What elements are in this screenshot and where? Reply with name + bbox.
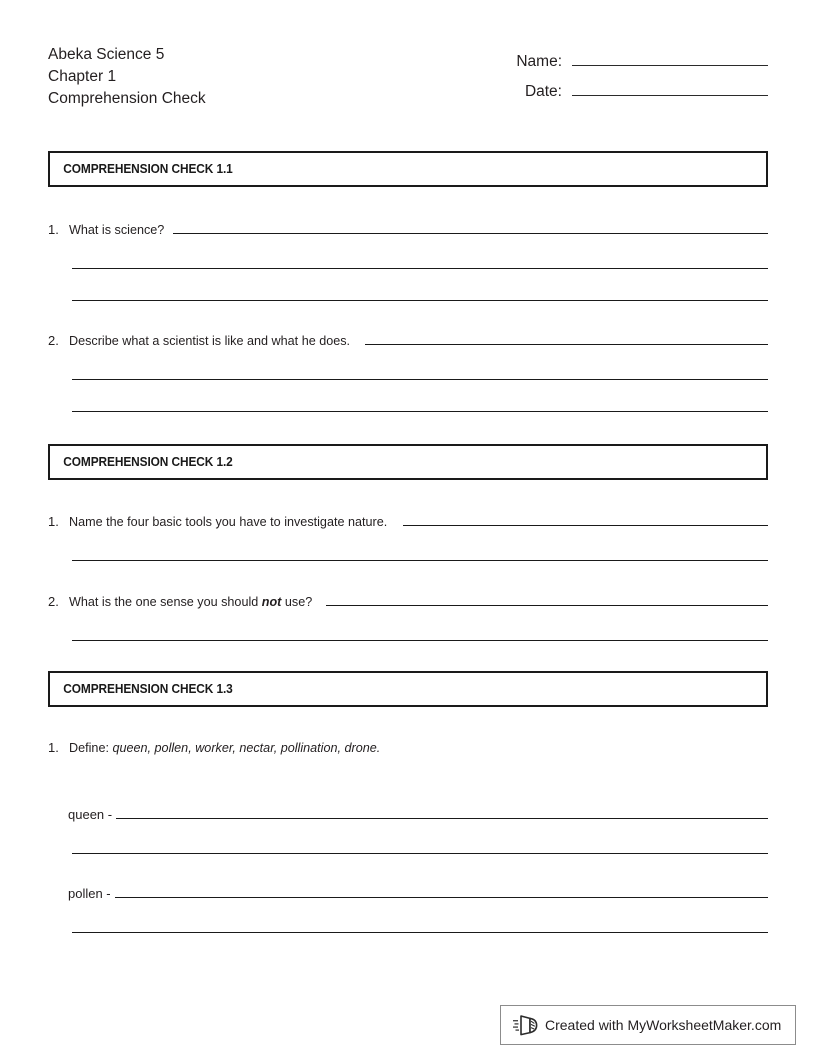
answer-line[interactable] bbox=[72, 853, 768, 854]
answer-line[interactable] bbox=[115, 883, 768, 898]
question-head bbox=[48, 591, 768, 611]
answer-line[interactable] bbox=[72, 560, 768, 561]
answer-line[interactable] bbox=[326, 591, 768, 606]
question-number: 2. bbox=[48, 333, 59, 348]
question-text-before: What is the one sense you should bbox=[69, 594, 262, 609]
worksheet-maker-logo-icon bbox=[513, 1013, 539, 1037]
answer-line[interactable] bbox=[116, 804, 768, 819]
question-number: 2. bbox=[48, 594, 59, 609]
question-text bbox=[69, 739, 380, 757]
worksheet-maker-badge[interactable] bbox=[500, 1005, 796, 1045]
title-line-subtitle: Comprehension Check bbox=[48, 90, 206, 107]
define-word-list: queen, pollen, worker, nectar, pollination, drone. bbox=[112, 740, 381, 755]
question-head bbox=[48, 739, 768, 757]
answer-line[interactable] bbox=[72, 932, 768, 933]
question-text: Describe what a scientist is like and what he does. bbox=[69, 333, 351, 348]
question-1-2-1 bbox=[48, 511, 768, 531]
answer-line[interactable] bbox=[72, 379, 768, 380]
term-row-pollen bbox=[68, 883, 768, 903]
question-emphasis: not bbox=[261, 594, 282, 609]
question-text: What is science? bbox=[69, 222, 165, 237]
question-head bbox=[48, 219, 768, 239]
date-label: Date: bbox=[524, 83, 562, 100]
section-title: COMPREHENSION CHECK 1.2 bbox=[63, 455, 233, 469]
section-title: COMPREHENSION CHECK 1.3 bbox=[63, 682, 233, 696]
section-title: COMPREHENSION CHECK 1.1 bbox=[63, 162, 233, 176]
answer-line[interactable] bbox=[72, 640, 768, 641]
section-header-1-3 bbox=[48, 671, 768, 707]
title-line-course: Abeka Science 5 bbox=[48, 46, 165, 63]
question-number: 1. bbox=[48, 740, 59, 755]
name-label: Name: bbox=[516, 53, 562, 70]
date-row bbox=[478, 78, 768, 108]
answer-line[interactable] bbox=[173, 219, 768, 234]
worksheet-title bbox=[48, 44, 206, 110]
badge-text: Created with MyWorksheetMaker.com bbox=[545, 1017, 782, 1033]
student-info-block bbox=[478, 44, 768, 108]
answer-line[interactable] bbox=[72, 268, 768, 269]
section-header-1-2 bbox=[48, 444, 768, 480]
answer-line[interactable] bbox=[72, 411, 768, 412]
define-prefix: Define: bbox=[69, 740, 113, 755]
question-head bbox=[48, 511, 768, 531]
page-header bbox=[48, 44, 768, 110]
question-text-after: use? bbox=[281, 594, 313, 609]
term-label: pollen - bbox=[68, 886, 111, 901]
term-label: queen - bbox=[68, 807, 113, 822]
answer-line[interactable] bbox=[72, 300, 768, 301]
answer-line[interactable] bbox=[403, 511, 768, 526]
question-number: 1. bbox=[48, 514, 59, 529]
question-head bbox=[48, 330, 768, 350]
question-1-1-2 bbox=[48, 330, 768, 350]
answer-line[interactable] bbox=[365, 330, 768, 345]
date-input[interactable] bbox=[572, 78, 768, 96]
name-row bbox=[478, 48, 768, 78]
title-line-chapter: Chapter 1 bbox=[48, 68, 117, 85]
question-text: Name the four basic tools you have to investigate nature. bbox=[69, 514, 388, 529]
question-1-2-2 bbox=[48, 591, 768, 611]
question-1-1-1 bbox=[48, 219, 768, 239]
name-input[interactable] bbox=[572, 48, 768, 66]
section-header-1-1 bbox=[48, 151, 768, 187]
question-text bbox=[69, 593, 312, 611]
term-row-queen bbox=[68, 804, 768, 824]
question-number: 1. bbox=[48, 222, 59, 237]
question-1-3-1 bbox=[48, 739, 768, 757]
